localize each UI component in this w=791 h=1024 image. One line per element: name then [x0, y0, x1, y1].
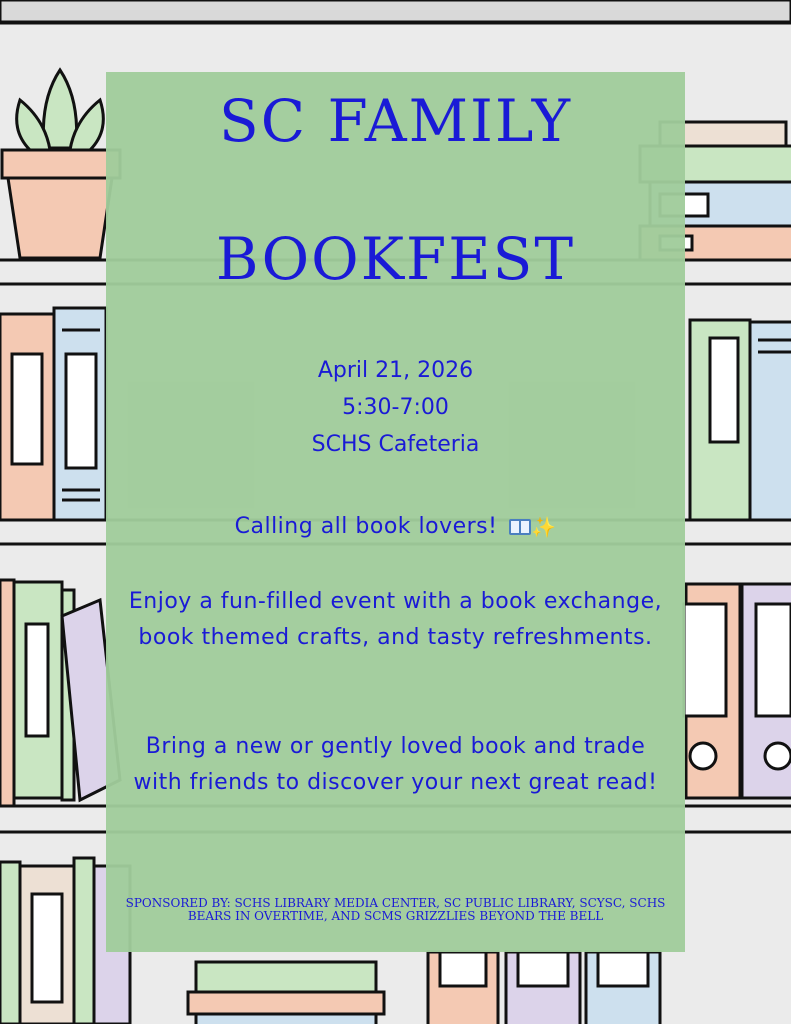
title-line-1: SC FAMILY	[218, 87, 573, 155]
event-time: 5:30-7:00	[342, 395, 449, 420]
sponsors-text: SPONSORED BY: SCHS LIBRARY MEDIA CENTER, SC PUBLIC LIBRARY, SCYSC, SCHS BEARS IN OVERTIME, AND SCMS GRIZZLIES BEYOND THE BELL	[125, 896, 666, 923]
event-date: April 21, 2026	[317, 358, 474, 383]
bring-paragraph: Bring a new or gently loved book and trade with friends to discover your next great read!	[133, 734, 658, 795]
event-details	[106, 352, 685, 463]
event-location: SCHS Cafeteria	[311, 432, 480, 457]
sparkles-icon: ✨	[530, 515, 557, 539]
open-book-icon	[509, 519, 531, 535]
enjoy-paragraph: Enjoy a fun-filled event with a book exchange, book themed crafts, and tasty refreshments.	[128, 589, 663, 650]
calling-line	[106, 509, 685, 545]
plant-icon	[2, 70, 120, 258]
calling-text: Calling all book lovers!	[234, 514, 498, 539]
title-line-2: BOOKFEST	[215, 225, 576, 293]
flyer-panel	[106, 72, 685, 952]
